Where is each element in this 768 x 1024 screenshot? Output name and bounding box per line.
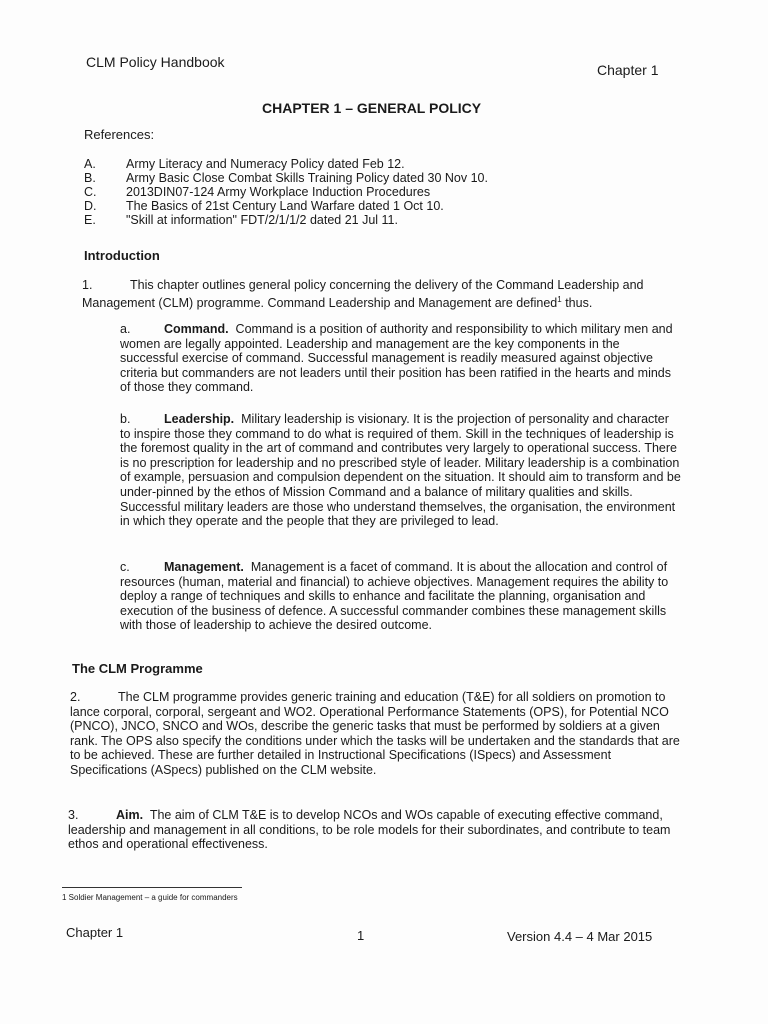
paragraph-text-end: thus. xyxy=(561,295,593,310)
footer-chapter: Chapter 1 xyxy=(66,925,124,940)
reference-letter: D. xyxy=(84,199,97,213)
reference-text: Army Literacy and Numeracy Policy dated Feb 12. xyxy=(126,157,405,171)
paragraph-1 xyxy=(82,278,682,310)
reference-letter: A. xyxy=(84,157,96,171)
references-list xyxy=(84,157,488,227)
reference-item xyxy=(84,171,488,185)
paragraph-text: The aim of CLM T&E is to develop NCOs and WOs capable of executing effective command, leadership and management in all conditions, to be role models for their subordinates, and contribute to team ethos and operational effectiveness. xyxy=(68,808,671,852)
paragraph-term: Aim. xyxy=(116,808,144,822)
footer-version: Version 4.4 – 4 Mar 2015 xyxy=(507,929,653,944)
reference-text: 2013DIN07-124 Army Workplace Induction Procedures xyxy=(126,185,431,199)
paragraph-number: 1. xyxy=(82,278,93,292)
references-heading: References: xyxy=(84,127,155,142)
subparagraph-letter: c. xyxy=(120,560,130,574)
paragraph-3 xyxy=(68,808,682,852)
subparagraph-text: Command is a position of authority and responsibility to which military men and women are legally appointed. Leadership and management are the key components in the successful exercise of command. Successful management is readily measured against objective criteria but commanders are not leaders until their position has been ratified in the hearts and minds of those they command. xyxy=(120,322,673,395)
subparagraph-term: Management. xyxy=(164,560,244,574)
introduction-heading: Introduction xyxy=(84,248,160,263)
clm-programme-heading: The CLM Programme xyxy=(72,661,203,676)
reference-letter: E. xyxy=(84,213,96,227)
running-header-title: CLM Policy Handbook xyxy=(86,54,225,70)
reference-letter: C. xyxy=(84,185,97,199)
chapter-title: CHAPTER 1 – GENERAL POLICY xyxy=(262,100,482,116)
reference-letter: B. xyxy=(84,171,96,185)
reference-item xyxy=(84,199,488,213)
paragraph-2 xyxy=(70,690,682,778)
reference-text: The Basics of 21st Century Land Warfare dated 1 Oct 10. xyxy=(126,199,444,213)
footnote-divider xyxy=(62,887,242,888)
paragraph-number: 2. xyxy=(70,690,81,704)
subparagraph-management xyxy=(120,560,680,633)
reference-item xyxy=(84,157,488,171)
page-number: 1 xyxy=(357,928,365,943)
paragraph-text: The CLM programme provides generic training and education (T&E) for all soldiers on promotion to lance corporal, corporal, sergeant and WO2. Operational Performance Statements (OPS), for Potential NCO (PNCO), JNCO, SNCO and WOs, describe the generic tasks that must be performed by soldiers at a given rank. The OPS also specify the conditions under which the tasks will be undertaken and the standards that are to be achieved. These are further detailed in Instructional Specifications (ISpecs) and Assessment Specifications (ASpecs) published on the CLM website. xyxy=(70,690,680,777)
subparagraph-term: Command. xyxy=(164,322,229,336)
reference-item xyxy=(84,185,488,199)
subparagraph-text: Management is a facet of command. It is about the allocation and control of resources (human, material and financial) to achieve objectives. Management requires the ability to deploy a range of techniques and skills to enhance and facilitate the planning, organisation and execution of the business of defence. A successful commander combines these management skills with those of leadership to achieve the desired outcome. xyxy=(120,560,669,633)
reference-text: Army Basic Close Combat Skills Training Policy dated 30 Nov 10. xyxy=(126,171,488,185)
subparagraph-command xyxy=(120,322,680,395)
subparagraph-letter: b. xyxy=(120,412,131,426)
footnote-marker: 1 xyxy=(557,294,562,304)
paragraph-text: This chapter outlines general policy concerning the delivery of the Command Leadership and Management (CLM) programme. Command Leadership and Management are defined xyxy=(82,278,644,310)
subparagraph-leadership xyxy=(120,412,682,529)
reference-item xyxy=(84,213,488,227)
paragraph-number: 3. xyxy=(68,808,79,822)
footnote: 1 Soldier Management – a guide for commanders xyxy=(62,893,238,902)
running-header-chapter: Chapter 1 xyxy=(597,62,659,78)
subparagraph-term: Leadership. xyxy=(164,412,235,426)
reference-text: "Skill at information" FDT/2/1/1/2 dated 21 Jul 11. xyxy=(126,213,398,227)
subparagraph-letter: a. xyxy=(120,322,131,336)
subparagraph-text: Military leadership is visionary. It is the projection of personality and character to inspire those they command to do what is required of them. Skill in the techniques of leadership is the foremost quality in the art of command and contributes very largely to operational success. There is no prescription for leadership and no prescribed style of leader. Military leadership is a combination of example, persuasion and compulsion dependent on the situation. It should aim to transform and be under-pinned by the ethos of Mission Command and a balance of military qualities and skills. Successful military leaders are those who understand themselves, the organisation, the environment in which they operate and the people that they are privileged to lead. xyxy=(120,412,681,529)
